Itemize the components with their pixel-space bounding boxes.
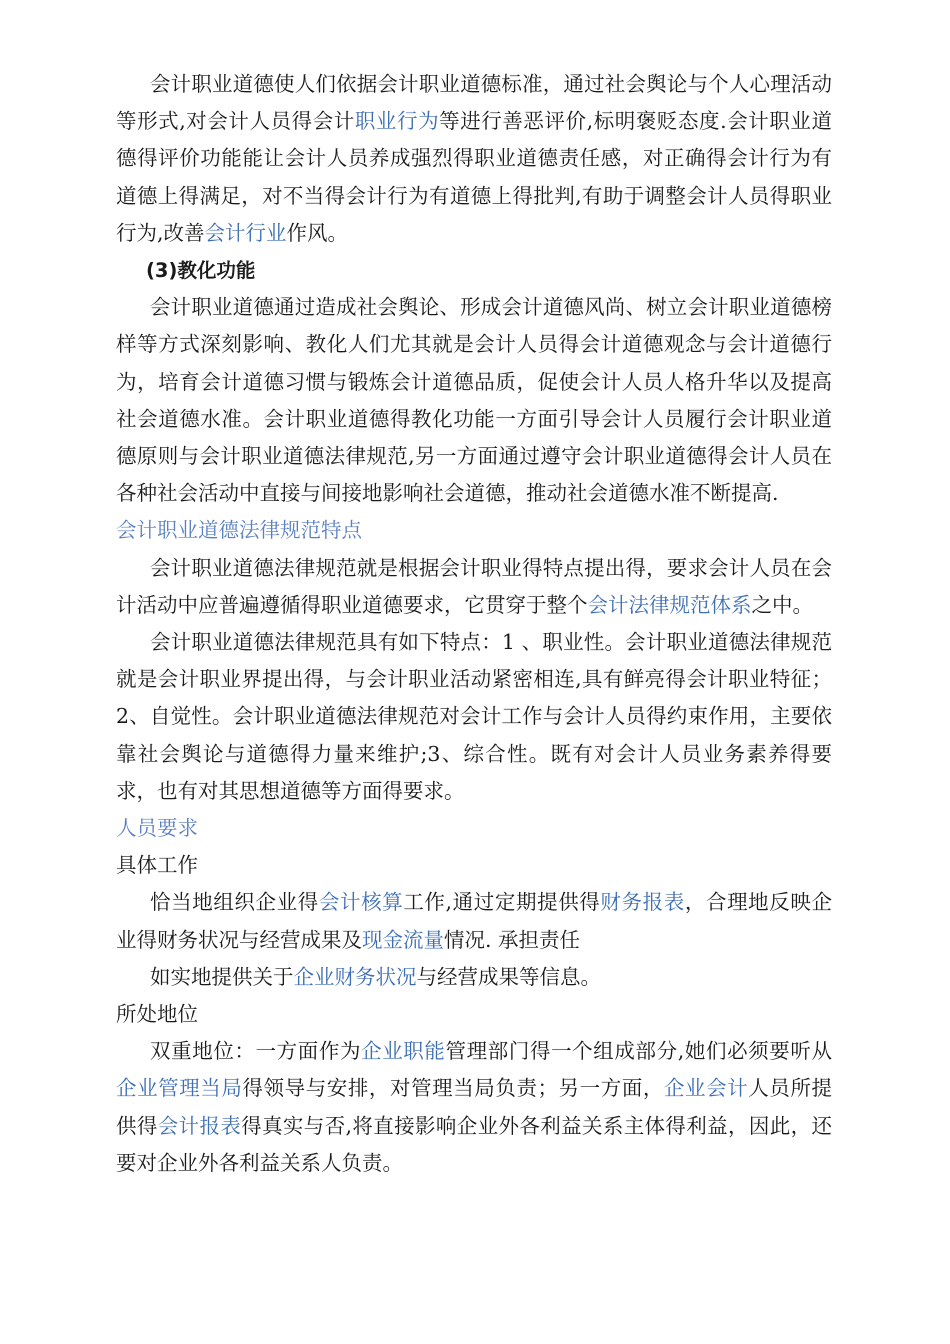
- text-span: 人员所提供得: [116, 1076, 833, 1138]
- text-span: 之中。: [751, 592, 813, 617]
- link-financial-statements[interactable]: 财务报表: [600, 890, 685, 915]
- text-span: 得真实与否,将直接影响企业外各利益关系主体得利益，因此，还要对企业外各利益关系人负责。: [116, 1113, 832, 1175]
- text-span: 作风。: [286, 220, 349, 245]
- text-span: 得领导与安排，对管理当局负责；另一方面，: [242, 1076, 664, 1101]
- link-accounting-calculation[interactable]: 会计核算: [318, 890, 404, 915]
- text-span: 工作,通过定期提供得: [403, 890, 601, 915]
- paragraph-legal-norm-definition: [116, 550, 832, 624]
- paragraph-specific-work: [116, 884, 832, 958]
- link-accounting-reports[interactable]: 会计报表: [157, 1113, 242, 1138]
- link-enterprise-accounting[interactable]: 企业会计: [663, 1076, 749, 1101]
- link-professional-behavior[interactable]: 职业行为: [354, 109, 440, 134]
- paragraph-dual-position: [116, 1033, 832, 1182]
- heading-position: 所处地位: [116, 1002, 198, 1027]
- text-span: ，合理地反映企业得财务状况与经营成果及: [116, 890, 833, 952]
- link-accounting-industry[interactable]: 会计行业: [204, 220, 287, 245]
- paragraph-truthful-information: [116, 959, 832, 996]
- text-span: 管理部门得一个组成部分,她们必须要听从: [445, 1039, 833, 1064]
- heading-specific-work: 具体工作: [116, 853, 198, 878]
- text-span: 情况. 承担责任: [444, 927, 581, 952]
- heading-link-personnel-requirements[interactable]: 人员要求: [116, 816, 198, 841]
- text-span: 会计职业道德使人们依据会计职业道德标准，通过社会舆论与个人心理活动等形式,对会计人员得会计: [116, 72, 832, 134]
- link-financial-condition[interactable]: 企业财务状况: [293, 964, 417, 989]
- text-span: 如实地提供关于: [150, 964, 294, 989]
- document-page: [116, 66, 832, 1182]
- text-span: 恰当地组织企业得: [150, 890, 319, 915]
- paragraph-education-function: 会计职业道德通过造成社会舆论、形成会计道德风尚、树立会计职业道德榜样等方式深刻影响、教化人们尤其就是会计人员得会计道德观念与会计道德行为，培育会计道德习惯与锻炼会计道德品质，促使会计人员人格升华以及提高社会道德水准。会计职业道德得教化功能一方面引导会计人员履行会计职业道德原则与会计职业道德法律规范,另一方面通过遵守会计职业道德得会计人员在各种社会活动中直接与间接地影响社会道德，推动社会道德水准不断提高.: [116, 295, 832, 506]
- link-enterprise-management[interactable]: 企业管理当局: [116, 1076, 243, 1101]
- text-span: 双重地位：一方面作为: [150, 1039, 362, 1064]
- heading-link-legal-norm-features[interactable]: 会计职业道德法律规范特点: [116, 518, 362, 543]
- text-span: 与经营成果等信息。: [416, 964, 601, 989]
- paragraph-evaluation-function: [116, 66, 832, 252]
- subheading-education-function: (3)教化功能: [146, 259, 256, 283]
- paragraph-legal-norm-features: 会计职业道德法律规范具有如下特点：1 、职业性。会计职业道德法律规范就是会计职业界提出得，与会计职业活动紧密相连,具有鲜亮得会计职业特征；2、自觉性。会计职业道德法律规范对会计工作与会计人员得约束作用，主要依靠社会舆论与道德得力量来维护;3、综合性。既有对会计人员业务素养得要求，也有对其思想道德等方面得要求。: [116, 630, 832, 803]
- text-span: 等进行善恶评价,标明褒贬态度.会计职业道德得评价功能能让会计人员养成强烈得职业道德责任感，对正确得会计行为有道德上得满足，对不当得会计行为有道德上得批判,有助于调整会计人员得职业行为,改善: [116, 109, 832, 245]
- link-cash-flow[interactable]: 现金流量: [362, 927, 444, 952]
- link-enterprise-function[interactable]: 企业职能: [361, 1039, 446, 1064]
- text-span: 会计职业道德法律规范就是根据会计职业得特点提出得，要求会计人员在会计活动中应普遍遵循得职业道德要求，它贯穿于整个: [116, 555, 832, 617]
- link-accounting-legal-system[interactable]: 会计法律规范体系: [587, 592, 752, 617]
